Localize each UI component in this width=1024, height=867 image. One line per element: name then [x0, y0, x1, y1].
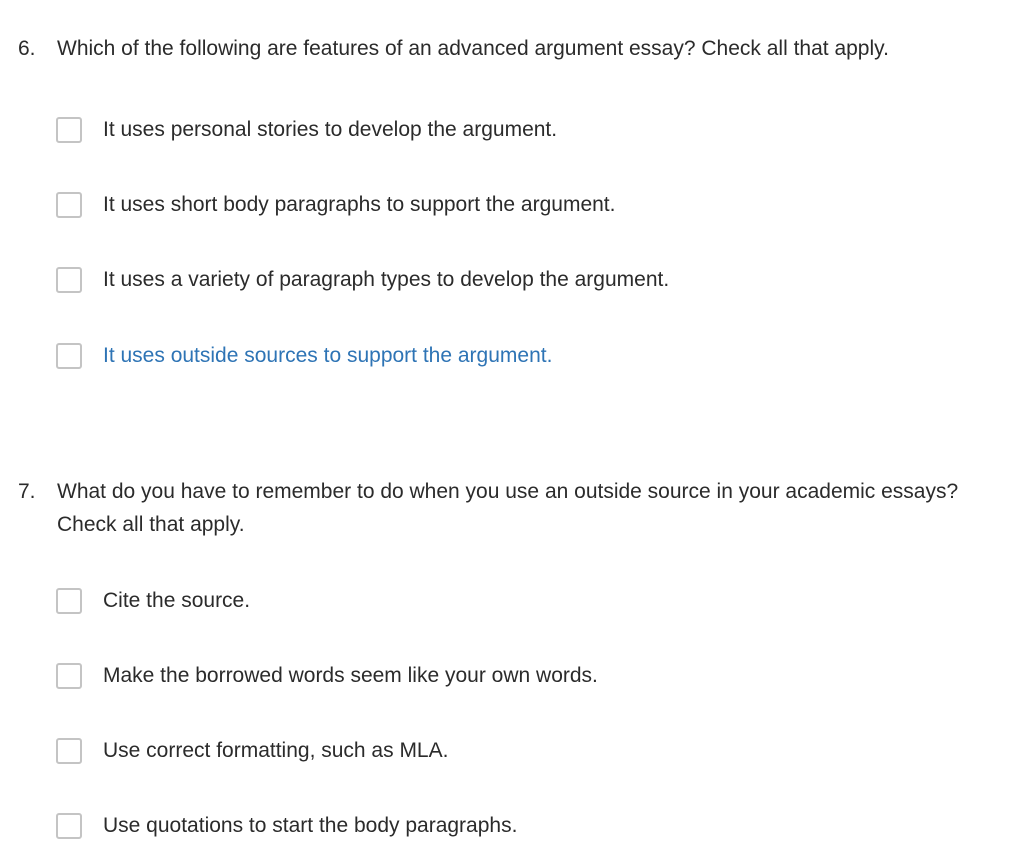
- checkbox[interactable]: [56, 663, 82, 689]
- checkbox[interactable]: [56, 117, 82, 143]
- question-text: What do you have to remember to do when you use an outside source in your academic essays? Check all that apply.: [57, 480, 959, 536]
- option-label[interactable]: Cite the source.: [103, 589, 251, 612]
- checkbox[interactable]: [56, 738, 82, 764]
- option-label[interactable]: It uses short body paragraphs to support the argument.: [103, 193, 616, 216]
- option-q6-4[interactable]: [0, 343, 800, 373]
- option-label[interactable]: It uses personal stories to develop the argument.: [103, 118, 558, 141]
- question-text: Which of the following are features of an advanced argument essay? Check all that apply.: [57, 37, 889, 60]
- option-q7-3[interactable]: [0, 738, 800, 768]
- option-q6-2[interactable]: [0, 192, 800, 222]
- option-label[interactable]: Make the borrowed words seem like your own words.: [103, 664, 598, 687]
- question-number: 7.: [18, 480, 36, 503]
- option-q7-1[interactable]: [0, 588, 800, 618]
- checkbox[interactable]: [56, 343, 82, 369]
- option-q7-4[interactable]: [0, 813, 800, 843]
- option-label[interactable]: It uses outside sources to support the argument.: [103, 344, 553, 367]
- checkbox[interactable]: [56, 813, 82, 839]
- option-q6-3[interactable]: [0, 267, 800, 297]
- option-label[interactable]: Use correct formatting, such as MLA.: [103, 739, 449, 762]
- checkbox[interactable]: [56, 267, 82, 293]
- option-label[interactable]: It uses a variety of paragraph types to develop the argument.: [103, 268, 670, 291]
- question-number: 6.: [18, 37, 36, 60]
- option-q6-1[interactable]: [0, 117, 800, 147]
- checkbox[interactable]: [56, 192, 82, 218]
- option-q7-2[interactable]: [0, 663, 800, 693]
- checkbox[interactable]: [56, 588, 82, 614]
- option-label[interactable]: Use quotations to start the body paragraphs.: [103, 814, 518, 837]
